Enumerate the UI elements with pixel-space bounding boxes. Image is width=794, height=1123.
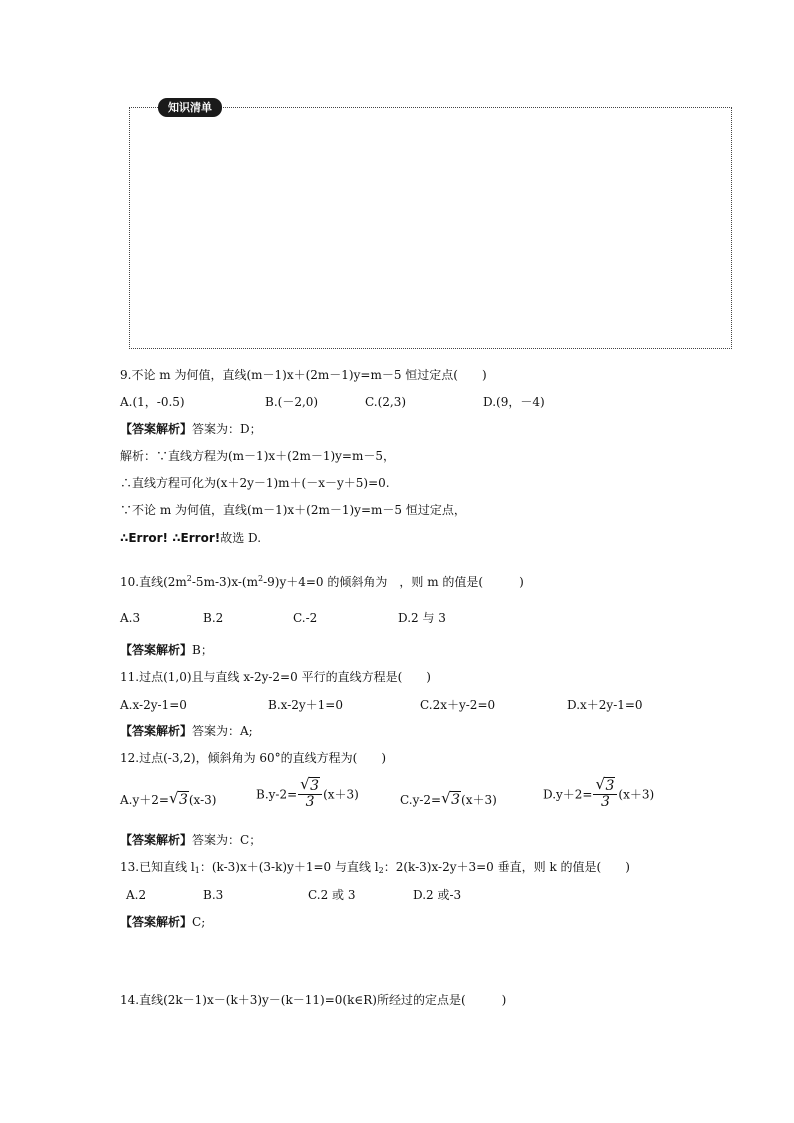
q11-answer-text: 答案为：A; — [192, 724, 253, 738]
q12-option-a-lhs: A.y＋2= — [120, 793, 169, 807]
q11-stem: 11.过点(1,0)且与直线 x-2y-2=0 平行的直线方程是( ) — [120, 670, 431, 684]
q10-sup-2: 2 — [258, 574, 264, 583]
q13-option-b: B.3 — [203, 888, 224, 902]
q12-option-c — [400, 789, 497, 808]
q11-option-c: C.2x＋y-2=0 — [420, 698, 496, 712]
q12-stem: 12.过点(-3,2)，倾斜角为 60°的直线方程为( ) — [120, 751, 387, 765]
q10-option-d: D.2 与 3 — [398, 611, 446, 625]
q12-option-d-rhs: (x＋3) — [618, 787, 655, 802]
q10-option-b: B.2 — [203, 611, 224, 625]
q10-stem — [120, 571, 524, 590]
knowledge-box — [129, 107, 732, 349]
q14-stem: 14.直线(2k－1)x－(k＋3)y－(k－11)=0(k∈R)所经过的定点是( ) — [120, 993, 507, 1007]
q12-option-c-rhs: (x＋3) — [461, 793, 497, 807]
sqrt-radicand: 3 — [178, 792, 188, 808]
q13-stem-part-a: 13.已知直线 l — [120, 860, 195, 874]
q11-answer-tag: 【答案解析】 — [120, 724, 193, 738]
q11-answer — [120, 723, 253, 739]
q9-conclusion-text: 故选 D. — [220, 531, 262, 545]
q13-sub-1: 1 — [194, 866, 200, 875]
q10-stem-part-a: 10.直线(2m — [120, 575, 187, 589]
sqrt-symbol: √ 3 — [595, 775, 615, 794]
q13-answer-tag: 【答案解析】 — [120, 915, 193, 929]
knowledge-box-tag: 知识清单 — [158, 98, 222, 117]
q9-option-c: C.(2,3) — [365, 395, 407, 409]
q11-option-a: A.x-2y-1=0 — [120, 698, 187, 712]
q9-option-a: A.(1，-0.5) — [120, 395, 185, 409]
q12-option-b — [256, 775, 359, 810]
q10-answer-text: B； — [192, 643, 213, 657]
sqrt-radicand: 3 — [605, 778, 615, 794]
q12-answer-tag: 【答案解析】 — [120, 833, 193, 847]
q13-option-c: C.2 或 3 — [308, 888, 356, 902]
q9-answer — [120, 421, 262, 437]
q13-sub-2: 2 — [378, 866, 384, 875]
q12-answer — [120, 832, 261, 848]
q12-option-a — [120, 789, 217, 808]
q9-answer-text: 答案为：D； — [192, 422, 262, 436]
q13-answer-text: C; — [192, 915, 206, 929]
q9-conclusion-error: ∴Error! ∴Error! — [120, 531, 221, 545]
q12-answer-text: 答案为：C； — [192, 833, 262, 847]
q12-option-d-lhs: D.y＋2= — [543, 787, 593, 802]
q10-stem-part-c: -9)y＋4=0 的倾斜角为 ，则 m 的值是( ) — [263, 575, 524, 589]
q13-stem-part-b: ：(k-3)x＋(3-k)y＋1=0 与直线 l — [199, 860, 379, 874]
sqrt-radicand: 3 — [451, 792, 461, 808]
fraction-denominator: 3 — [305, 794, 315, 810]
fraction-denominator: 3 — [600, 794, 610, 810]
q11-option-d: D.x＋2y-1=0 — [567, 698, 643, 712]
q10-option-a: A.3 — [120, 611, 141, 625]
q12-option-c-lhs: C.y-2= — [400, 793, 442, 807]
q12-option-b-lhs: B.y-2= — [256, 787, 298, 802]
q12-option-a-rhs: (x-3) — [188, 793, 217, 807]
q12-option-d — [543, 775, 655, 810]
q13-stem — [120, 859, 630, 879]
q9-option-b: B.(－2,0) — [265, 395, 319, 409]
q12-option-b-rhs: (x＋3) — [323, 787, 359, 802]
q13-option-d: D.2 或-3 — [413, 888, 462, 902]
q10-answer — [120, 642, 213, 658]
sqrt-radicand: 3 — [310, 778, 320, 794]
sqrt-symbol: √ 3 — [168, 789, 188, 808]
q13-answer — [120, 914, 205, 930]
q13-stem-part-c: ：2(k-3)x-2y＋3=0 垂直，则 k 的值是( ) — [383, 860, 630, 874]
sqrt-symbol: √ 3 — [300, 775, 320, 794]
q9-analysis-3: ∵不论 m 为何值，直线(m－1)x＋(2m－1)y=m－5 恒过定点， — [120, 503, 466, 517]
q12-option-b-fraction — [298, 775, 322, 810]
q9-analysis-1: 解析：∵直线方程为(m－1)x＋(2m－1)y=m－5， — [120, 449, 396, 463]
q13-option-a: A.2 — [126, 888, 147, 902]
q9-conclusion — [120, 530, 261, 546]
q10-stem-part-b: -5m-3)x-(m — [191, 575, 258, 589]
q10-sup-1: 2 — [186, 574, 192, 583]
q9-option-d: D.(9，－4) — [483, 395, 545, 409]
q12-option-d-fraction — [593, 775, 617, 810]
q9-answer-tag: 【答案解析】 — [120, 422, 193, 436]
q10-answer-tag: 【答案解析】 — [120, 643, 193, 657]
q11-option-b: B.x-2y＋1=0 — [268, 698, 343, 712]
q9-stem: 9.不论 m 为何值，直线(m－1)x＋(2m－1)y=m－5 恒过定点( ) — [120, 368, 487, 382]
q9-analysis-2: ∴直线方程可化为(x＋2y－1)m＋(－x－y＋5)=0. — [120, 476, 390, 490]
q10-option-c: C.-2 — [293, 611, 318, 625]
sqrt-symbol: √ 3 — [441, 789, 461, 808]
